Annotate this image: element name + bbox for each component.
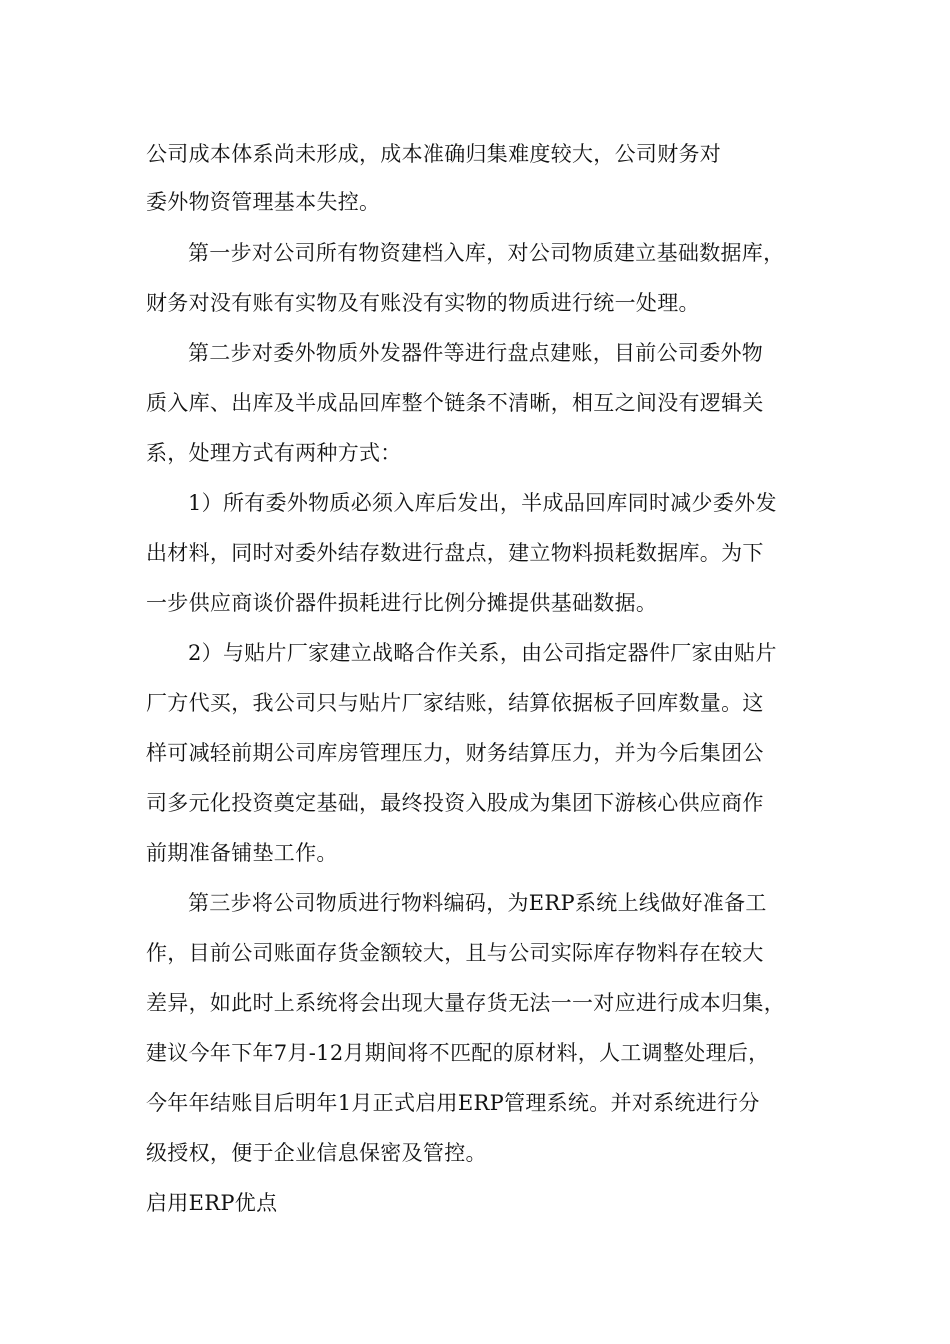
body-text-line: 样可减轻前期公司库房管理压力，财务结算压力，并为今后集团公 <box>146 741 764 765</box>
body-text-line: 委外物资管理基本失控。 <box>146 190 381 214</box>
body-text-line: 作，目前公司账面存货金额较大，且与公司实际库存物料存在较大 <box>146 941 764 965</box>
body-text-line: 建议今年下年7月-12月期间将不匹配的原材料，人工调整处理后， <box>146 1041 770 1065</box>
body-text-line: 级授权，便于企业信息保密及管控。 <box>146 1141 487 1165</box>
body-text-line: 财务对没有账有实物及有账没有实物的物质进行统一处理。 <box>146 291 700 315</box>
body-text-line: 第二步对委外物质外发器件等进行盘点建账，目前公司委外物 <box>188 341 764 365</box>
body-text-line: 公司成本体系尚未形成，成本准确归集难度较大，公司财务对 <box>146 142 722 166</box>
body-text-line: 系，处理方式有两种方式： <box>146 441 402 465</box>
body-text-line: 厂方代买，我公司只与贴片厂家结账，结算依据板子回库数量。这 <box>146 691 764 715</box>
body-text-line: 司多元化投资奠定基础，最终投资入股成为集团下游核心供应商作 <box>146 791 764 815</box>
list-item-text: 1）所有委外物质必须入库后发出，半成品回库同时减少委外发 <box>188 491 777 515</box>
body-text-line: 差异，如此时上系统将会出现大量存货无法一一对应进行成本归集， <box>146 991 785 1015</box>
body-text-line: 今年年结账目后明年1月正式启用ERP管理系统。并对系统进行分 <box>146 1091 760 1115</box>
body-text-line: 前期准备铺垫工作。 <box>146 841 338 865</box>
body-text-line: 一步供应商谈价器件损耗进行比例分摊提供基础数据。 <box>146 591 658 615</box>
body-text-line: 第三步将公司物质进行物料编码，为ERP系统上线做好准备工 <box>188 891 767 915</box>
body-text-line: 第一步对公司所有物资建档入库，对公司物质建立基础数据库， <box>188 241 785 265</box>
body-text-line: 出材料，同时对委外结存数进行盘点，建立物料损耗数据库。为下 <box>146 541 764 565</box>
section-heading: 启用ERP优点 <box>146 1191 278 1215</box>
list-item-text: 2）与贴片厂家建立战略合作关系，由公司指定器件厂家由贴片 <box>188 641 777 665</box>
body-text-line: 质入库、出库及半成品回库整个链条不清晰，相互之间没有逻辑关 <box>146 391 764 415</box>
